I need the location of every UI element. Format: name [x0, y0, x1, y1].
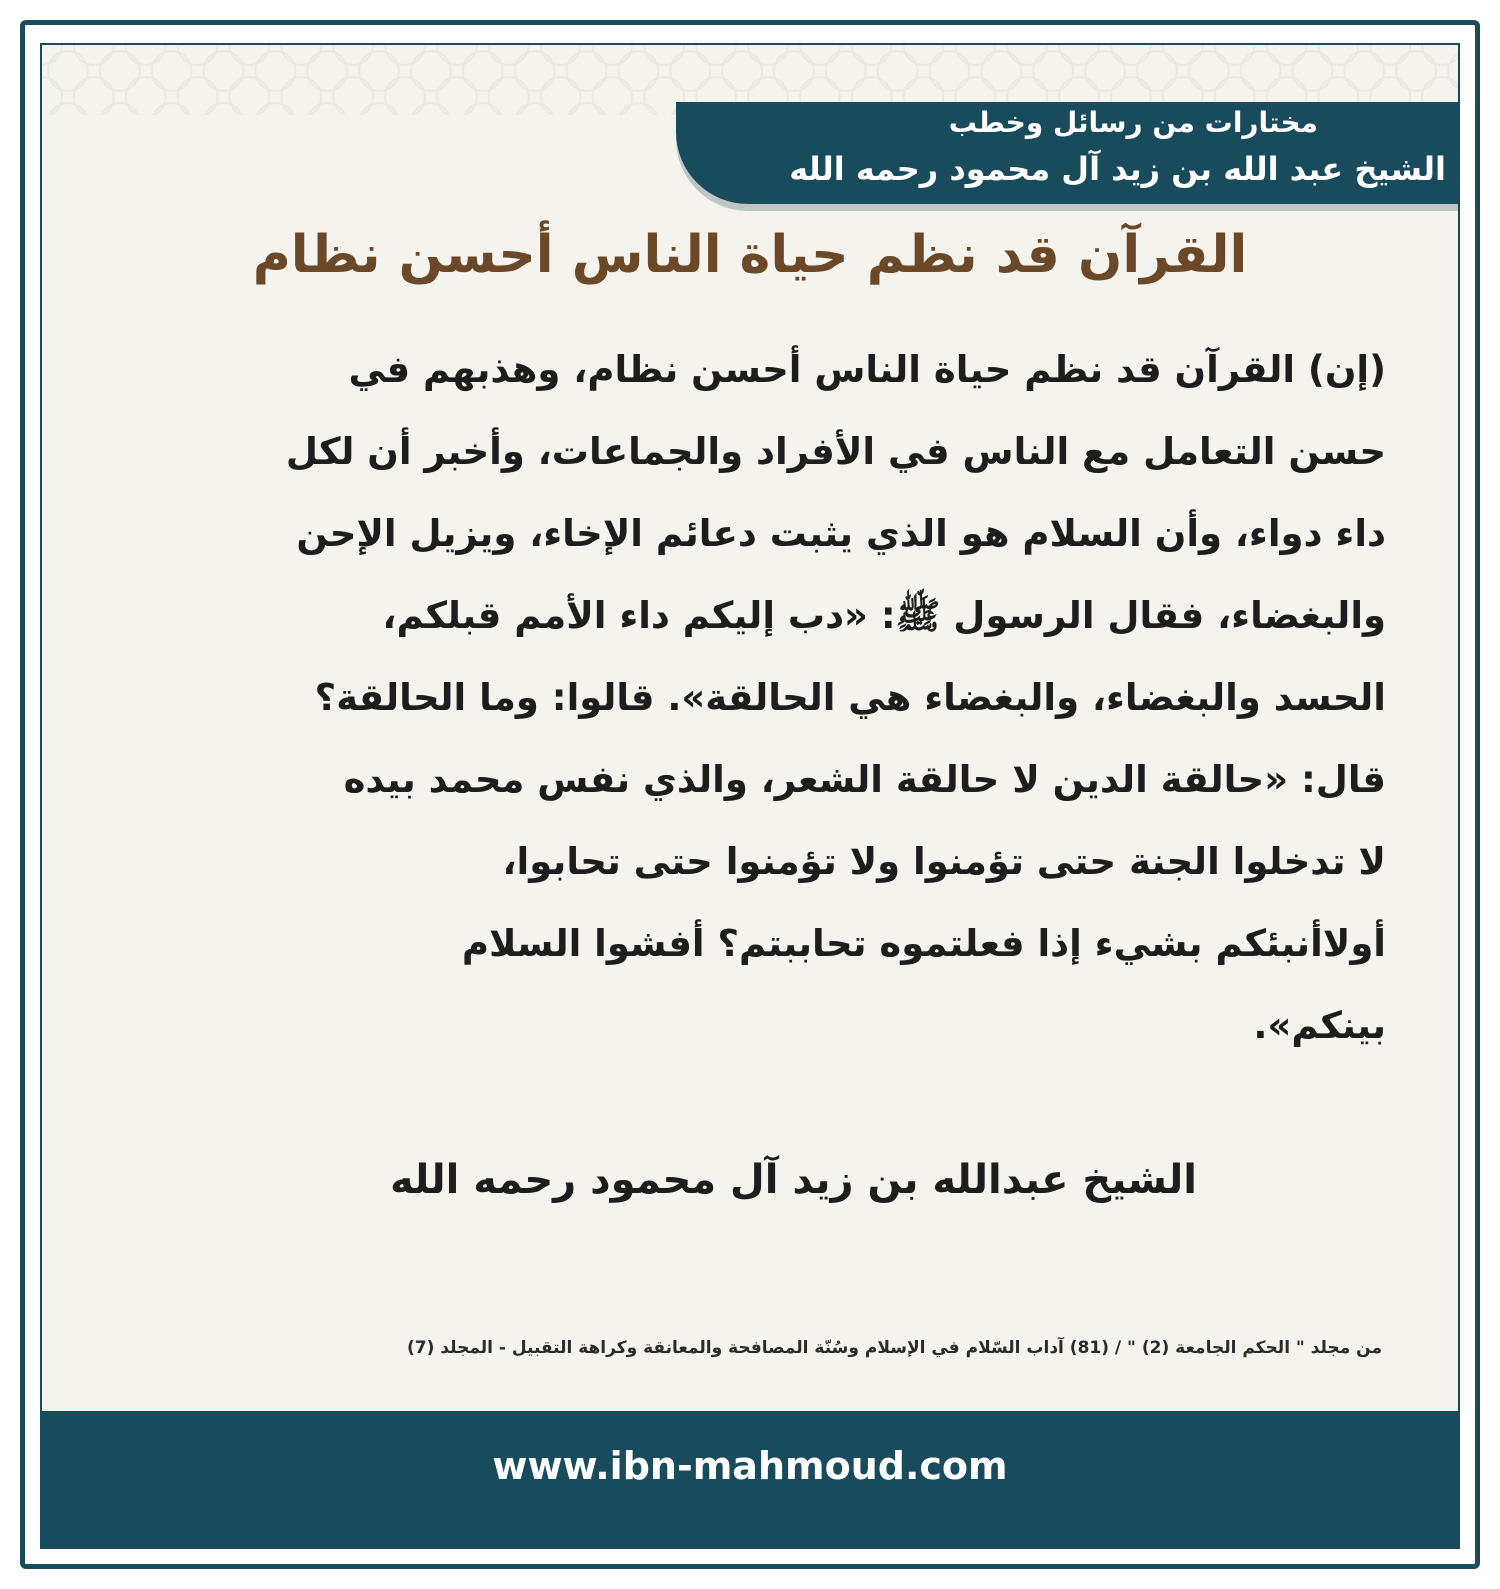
body-line: داء دواء، وأن السلام هو الذي يثبت دعائم الإخاء، ويزيل الإحن — [296, 512, 1386, 555]
body-text — [118, 329, 1386, 1067]
author-signature: الشيخ عبدالله بن زيد آل محمود رحمه الله — [390, 1157, 1197, 1203]
body-line: أولاأنبئكم بشيء إذا فعلتموه تحاببتم؟ أفشوا السلام — [461, 922, 1386, 965]
page-title: القرآن قد نظم حياة الناس أحسن نظام — [252, 225, 1248, 285]
body-line: بينكم». — [1253, 1004, 1386, 1047]
body-line: قال: «حالقة الدين لا حالقة الشعر، والذي نفس محمد بيده — [343, 758, 1386, 801]
source-citation: من مجلد " الحكم الجامعة (2) " / (81) آداب السّلام في الإسلام وسُنّة المصافحة والمعانقة وكراهة التقبيل - المجلد (7) — [407, 1338, 1382, 1358]
body-line: (إن) القرآن قد نظم حياة الناس أحسن نظام، وهذبهم في — [348, 348, 1386, 391]
header-band — [676, 102, 1458, 204]
header-series-title: مختارات من رسائل وخطب — [948, 106, 1318, 139]
header-author-name: الشيخ عبد الله بن زيد آل محمود رحمه الله — [789, 150, 1446, 188]
body-line: حسن التعامل مع الناس في الأفراد والجماعات، وأخبر أن لكل — [285, 430, 1386, 473]
body-line: الحسد والبغضاء، والبغضاء هي الحالقة». قالوا: وما الحالقة؟ — [314, 676, 1386, 719]
body-line: والبغضاء، فقال الرسول ﷺ: «دب إليكم داء الأمم قبلكم، — [382, 594, 1386, 637]
content-panel — [40, 43, 1460, 1549]
footer-band — [42, 1411, 1458, 1547]
website-link[interactable]: www.ibn-mahmoud.com — [492, 1444, 1008, 1488]
body-line: لا تدخلوا الجنة حتى تؤمنوا ولا تؤمنوا حتى تحابوا، — [502, 840, 1386, 883]
